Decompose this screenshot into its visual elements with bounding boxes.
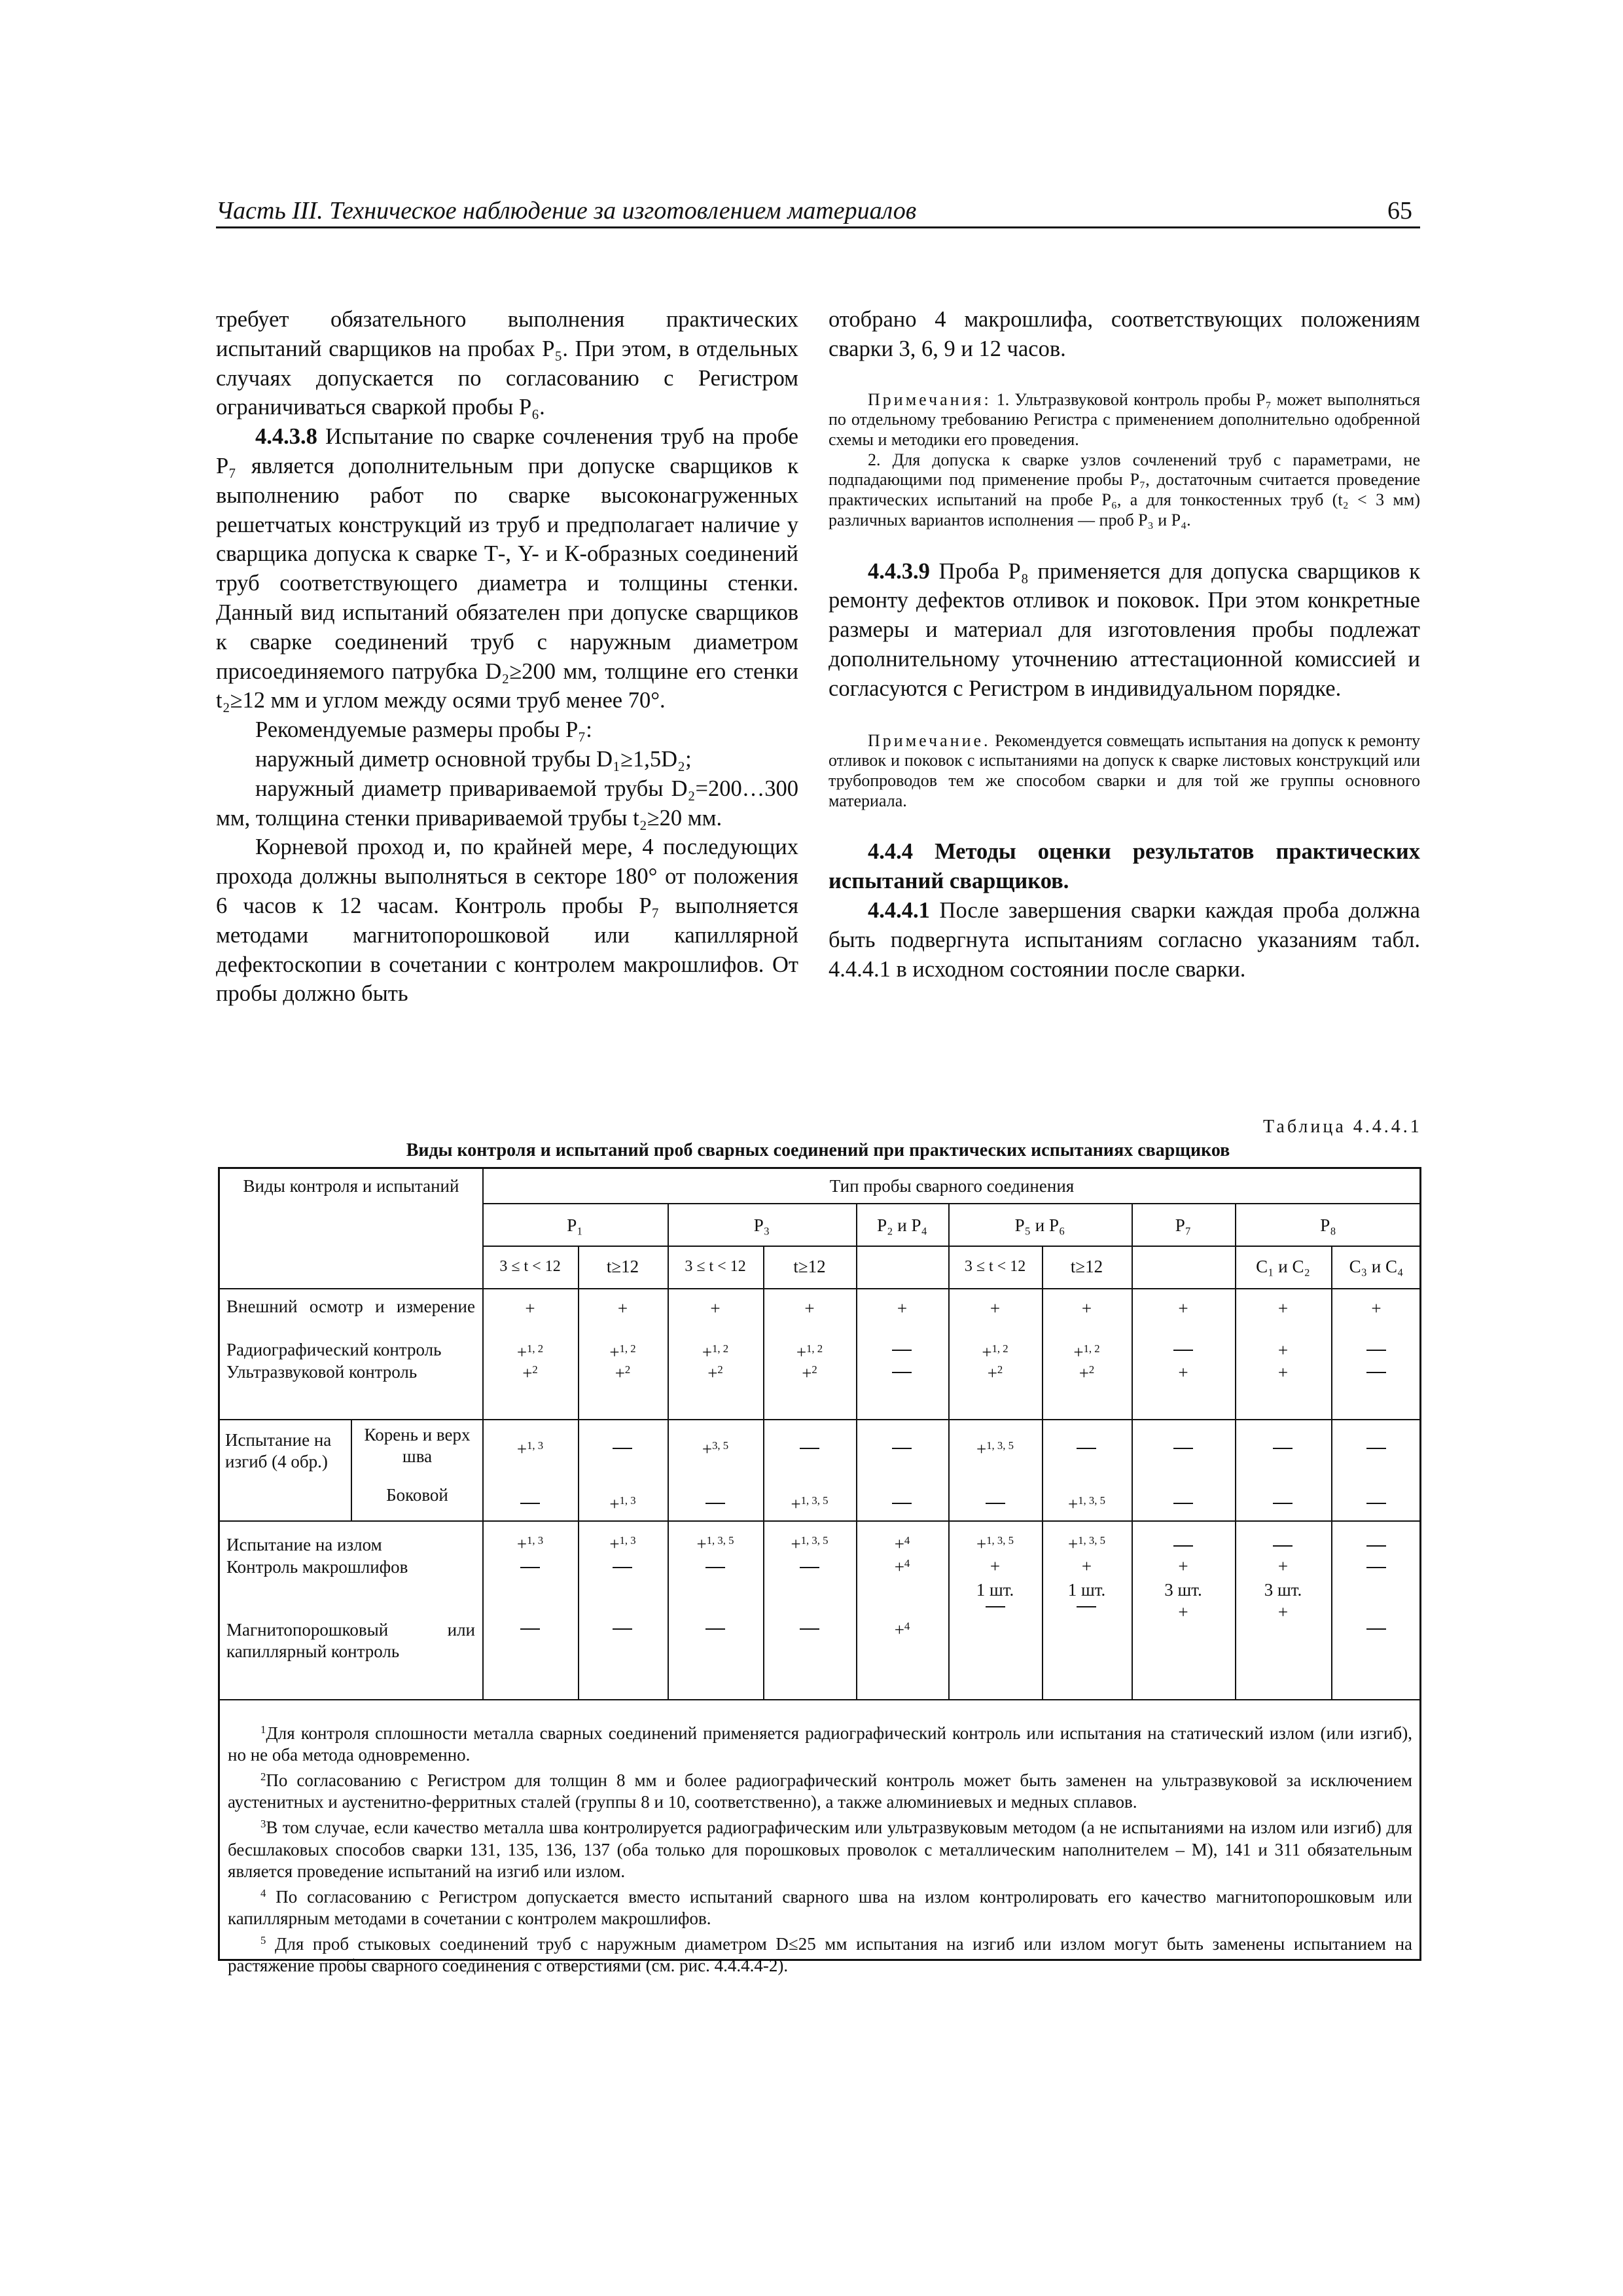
- cell-dash: [705, 1628, 725, 1630]
- footnote-2: $^2$По согласованию с Регистром для толщин 8 мм и более радиографический контроль может быть заменен на ультразвуковой за исключением аустенитных и аустенитно-ферритных сталей (группы 8 и 10, соответственно), а также алюминиевых и медных сплавов.: [228, 1770, 1412, 1812]
- cell-quantity: 3 шт.: [1164, 1580, 1202, 1600]
- cell-plus-note: +$^{1, 2}$: [982, 1342, 1008, 1363]
- cell-plus: +: [1277, 1556, 1289, 1576]
- cell-dash: [800, 1628, 819, 1630]
- note-1: 1. Ультразвуковой контроль пробы P₇ может выполняться по отдельному требованию Регистра с применением дополнительно одобренной схемы и методики его проведения.: [829, 389, 1421, 449]
- header-rule: [216, 226, 1420, 228]
- cell-dash: [986, 1503, 1005, 1504]
- section-heading-444: 4.4.4 Методы оценки результатов практических испытаний сварщиков.: [829, 839, 1420, 894]
- footnote-1: $^1$Для контроля сплошности металла сварных соединений применяется радиографический контроль или испытания на статический излом (или изгиб), но не оба метода одновременно.: [228, 1723, 1412, 1765]
- row-macro: Контроль макрошлифов: [226, 1557, 408, 1577]
- cell-plus: +: [1178, 1299, 1188, 1318]
- notes-block: [829, 390, 1420, 531]
- cell-plus-note: +$^{1, 3, 5}$: [976, 1439, 1014, 1460]
- header-types: Виды контроля и испытаний: [243, 1176, 459, 1196]
- cell-plus-note: +$^{1, 3}$: [609, 1494, 636, 1515]
- cell-plus-note: +$^{1, 2}$: [516, 1342, 544, 1363]
- paragraph: Рекомендуемые размеры пробы P₇:: [255, 717, 592, 743]
- left-column: [216, 305, 798, 1009]
- cell-plus-note: +$^{1, 3, 5}$: [1067, 1494, 1106, 1515]
- paragraph-4439: [829, 557, 1420, 704]
- cell-plus-note: +$^{1, 2}$: [796, 1342, 823, 1363]
- cell-plus: +: [1277, 1602, 1289, 1622]
- row-bend-root: Корень и верх шва: [364, 1425, 471, 1466]
- table-label: Таблица 4.4.4.1: [1263, 1117, 1422, 1137]
- clause-number: 4.4.3.8: [255, 424, 317, 450]
- sub-c1-c2: C₁ и C₂: [1256, 1257, 1310, 1276]
- paragraph-4441: [829, 896, 1420, 984]
- paragraph: Корневой проход и, по крайней мере, 4 последующих прохода должны выполняться в секторе 180° от положения 6 часов к 12 часам. Контроль пробы P₇ выполняется методами магнитопорошковой или капиллярной дефектоскопии в сочетании с контролем макрошлифов. От пробы должно быть: [216, 834, 798, 1007]
- notes-label: Примечания:: [868, 389, 991, 409]
- cell-quantity: 1 шт.: [1067, 1580, 1106, 1600]
- cell-plus: +: [1277, 1363, 1289, 1382]
- cell-plus-note: +$^{1, 3}$: [516, 1439, 544, 1460]
- cell-plus: +: [1178, 1556, 1188, 1576]
- paragraph-text: Проба P₈ применяется для допуска сварщиков к ремонту дефектов отливок и поковок. При этом конкретные размеры и материал для изготовления пробы подлежат дополнительному уточнению аттестационной комиссией и согласуются с Регистром в индивидуальном порядке.: [829, 558, 1420, 701]
- cell-dash: [892, 1350, 912, 1351]
- row-radiographic: Радиографический контроль: [226, 1340, 442, 1359]
- cell-plus-note: +$^{1, 2}$: [1073, 1342, 1100, 1363]
- table-footnotes: [228, 1719, 1412, 1977]
- paragraph: отобрано 4 макрошлифа, соответствующих положениям сварки 3, 6, 9 и 12 часов.: [829, 307, 1420, 361]
- sub-p3-thin: 3 ≤ t < 12: [685, 1258, 746, 1275]
- group-p3: P₃: [753, 1215, 770, 1235]
- paragraph-text: После завершения сварки каждая проба должна быть подвергнута испытаниям согласно указаниям табл. 4.4.4.1 в исходном состоянии после сварки.: [829, 897, 1420, 982]
- cell-plus-note: +$^{1, 2}$: [609, 1342, 636, 1363]
- cell-plus-note: +$^2$: [987, 1363, 1003, 1384]
- cell-dash: [986, 1606, 1005, 1607]
- cell-dash: [892, 1448, 912, 1449]
- paragraph: наружный диметр основной трубы D₁≥1,5D₂;: [255, 746, 692, 772]
- clause-number: 4.4.4.1: [868, 897, 930, 923]
- cell-dash: [1273, 1448, 1293, 1449]
- cell-plus: +: [1081, 1299, 1092, 1318]
- cell-dash: [1173, 1545, 1193, 1547]
- cell-plus: +: [525, 1299, 535, 1318]
- row-ultrasonic: Ультразвуковой контроль: [226, 1362, 418, 1382]
- cell-dash: [1273, 1545, 1293, 1547]
- cell-dash: [1366, 1350, 1386, 1351]
- footnote-5: $^5$ Для проб стыковых соединений труб с наружным диаметром D≤25 мм испытания на изгиб или излом могут быть заменены испытанием на растяжение пробы сварного соединения с отверстиями (см. рис. 4.4.4.4-2).: [228, 1933, 1413, 1976]
- cell-plus-note: +$^{1, 3}$: [516, 1534, 544, 1554]
- cell-plus-note: +$^{1, 3, 5}$: [976, 1534, 1014, 1554]
- sub-p3-thick: t≥12: [793, 1257, 826, 1276]
- cell-dash: [520, 1567, 540, 1568]
- cell-plus-note: +$^4$: [894, 1557, 910, 1577]
- cell-plus-note: +$^2$: [802, 1363, 817, 1384]
- cell-plus: +: [1277, 1340, 1289, 1360]
- group-p2-p4: P₂ и P₄: [877, 1215, 927, 1235]
- row-bend: Испытание на изгиб (4 обр.): [225, 1430, 332, 1471]
- sub-p1-thick: t≥12: [606, 1257, 639, 1276]
- cell-dash: [800, 1567, 819, 1568]
- cell-dash: [1077, 1606, 1096, 1607]
- cell-quantity: 3 шт.: [1264, 1580, 1302, 1600]
- cell-plus-note: +$^4$: [894, 1534, 910, 1554]
- cell-dash: [892, 1372, 912, 1373]
- note-2: 2. Для допуска к сварке узлов сочленений труб с параметрами, не подпадающими под применение пробы P₇, достаточным считается проведение практических испытаний на пробе P₆, а для тонкостенных труб (t₂ < 3 мм) различных вариантов исполнения — проб P₃ и P₄.: [829, 450, 1420, 529]
- cell-dash: [1366, 1545, 1386, 1547]
- note-block: [829, 731, 1420, 812]
- table-4441: [218, 1167, 1421, 1976]
- cell-plus: +: [897, 1299, 908, 1318]
- cell-plus: +: [1178, 1363, 1188, 1382]
- sub-p5-thick: t≥12: [1070, 1257, 1103, 1276]
- cell-plus-note: +$^{3, 5}$: [702, 1439, 729, 1460]
- cell-plus-note: +$^{1, 3, 5}$: [791, 1534, 829, 1554]
- cell-dash: [613, 1628, 632, 1630]
- cell-plus-note: +$^2$: [707, 1363, 723, 1384]
- cell-plus-note: +$^{1, 2}$: [702, 1342, 729, 1363]
- cell-dash: [800, 1448, 819, 1449]
- cell-plus-note: +$^2$: [522, 1363, 538, 1384]
- cell-dash: [1366, 1503, 1386, 1504]
- note-label: Примечание.: [868, 730, 991, 750]
- cell-dash: [520, 1628, 540, 1630]
- row-bend-side: Боковой: [386, 1485, 448, 1505]
- cell-plus-note: +$^2$: [615, 1363, 631, 1384]
- cell-plus: +: [1178, 1602, 1188, 1622]
- cell-plus: +: [1277, 1299, 1289, 1318]
- footnote-3: $^3$В том случае, если качество металла шва контролируется радиографическим или ультразвуковым методом (а не испытаниями на излом или изгиб) для бесшлаковых способов сварки 131, 135, 136, 137 (оба только для порошковых проволок с металлическим наполнителем – М), 141 и 311 обязательным является проведение испытаний на изгиб или излом.: [228, 1818, 1412, 1881]
- sub-p1-thin: 3 ≤ t < 12: [499, 1258, 561, 1275]
- row-magnetic: Магнитопорошковый или капиллярный контроль: [226, 1620, 475, 1661]
- cell-dash: [1366, 1448, 1386, 1449]
- cell-plus-note: +$^4$: [894, 1620, 910, 1640]
- cell-dash: [705, 1567, 725, 1568]
- cell-plus-note: +$^2$: [1079, 1363, 1095, 1384]
- cell-plus: +: [1371, 1299, 1382, 1318]
- table-title: Виды контроля и испытаний проб сварных соединений при практических испытаниях сварщиков: [406, 1140, 1230, 1160]
- cell-dash: [613, 1567, 632, 1568]
- group-p7: P₇: [1175, 1215, 1192, 1235]
- cell-plus: +: [1081, 1556, 1092, 1576]
- paragraph-text: Испытание по сварке сочленения труб на пробе P₇ является дополнительным при допуске сварщиков к выполнению работ по сварке высоконагруженных решетчатых конструкций из труб и предполагает наличие у сварщика допуска к сварке Т-, Y- и К-образных соединений труб соответствующего диаметра и толщины стенки. Данный вид испытаний обязателен при допуске сварщиков к сварке соединений труб с наружным диаметром присоединяемого патрубка D₂≥200 мм, толщине его стенки t₂≥12 мм и углом между осями труб менее 70°.: [216, 424, 798, 713]
- cell-dash: [520, 1503, 540, 1504]
- row-fracture: Испытание на излом: [226, 1535, 382, 1554]
- cell-dash: [1273, 1503, 1293, 1504]
- cell-dash: [1173, 1350, 1193, 1351]
- cell-plus-note: +$^{1, 3, 5}$: [791, 1494, 829, 1515]
- cell-quantity: 1 шт.: [976, 1580, 1014, 1600]
- paragraph: требует обязательного выполнения практических испытаний сварщиков на пробах P₅. При этом, в отдельных случаях допускается по согласованию с Регистром ограничиваться сваркой пробы P₆.: [216, 307, 798, 420]
- clause-number: 4.4.3.9: [868, 558, 930, 584]
- cell-dash: [892, 1503, 912, 1504]
- cell-dash: [1173, 1503, 1193, 1504]
- cell-plus-note: +$^{1, 3, 5}$: [696, 1534, 734, 1554]
- cell-dash: [1077, 1448, 1096, 1449]
- page-number: 65: [1387, 197, 1412, 224]
- header-specimen-type: Тип пробы сварного соединения: [829, 1176, 1075, 1196]
- running-header-title: Часть III. Техническое наблюдение за изготовлением материалов: [216, 197, 917, 224]
- paragraph: наружный диаметр привариваемой трубы D₂=200…300 мм, толщина стенки привариваемой трубы t₂≥20 мм.: [216, 776, 798, 831]
- cell-dash: [1173, 1448, 1193, 1449]
- footnote-4: $^4$ По согласованию с Регистром допускается вместо испытаний сварного шва на излом контролировать его качество магнитопорошковым или капиллярным методами в сочетании с контролем макрошлифов.: [228, 1886, 1413, 1928]
- row-visual: Внешний осмотр и измерение: [226, 1297, 475, 1316]
- note-text: Рекомендуется совмещать испытания на допуск к ремонту отливок и поковок с испытаниями на допуск к сварке листовых конструкций или трубопроводов тем же способом сварки и для той же группы основного материала.: [829, 730, 1420, 810]
- sub-p5-thin: 3 ≤ t < 12: [964, 1258, 1026, 1275]
- cell-dash: [613, 1448, 632, 1449]
- cell-plus: +: [617, 1299, 628, 1318]
- cell-plus: +: [804, 1299, 815, 1318]
- cell-plus-note: +$^{1, 3}$: [609, 1534, 636, 1554]
- cell-plus: +: [990, 1299, 1001, 1318]
- cell-dash: [1366, 1372, 1386, 1373]
- cell-dash: [1366, 1628, 1386, 1630]
- cell-dash: [705, 1503, 725, 1504]
- paragraph-4438: [216, 422, 798, 715]
- cell-plus: +: [990, 1556, 1001, 1576]
- group-p8: P₈: [1320, 1215, 1336, 1235]
- cell-plus: +: [710, 1299, 721, 1318]
- sub-c3-c4: C₃ и C₄: [1349, 1257, 1404, 1276]
- cell-plus-note: +$^{1, 3, 5}$: [1067, 1534, 1106, 1554]
- cell-dash: [1366, 1567, 1386, 1568]
- right-column: [829, 305, 1420, 984]
- group-p1: P₁: [567, 1215, 583, 1235]
- group-p5-p6: P₅ и P₆: [1014, 1215, 1065, 1235]
